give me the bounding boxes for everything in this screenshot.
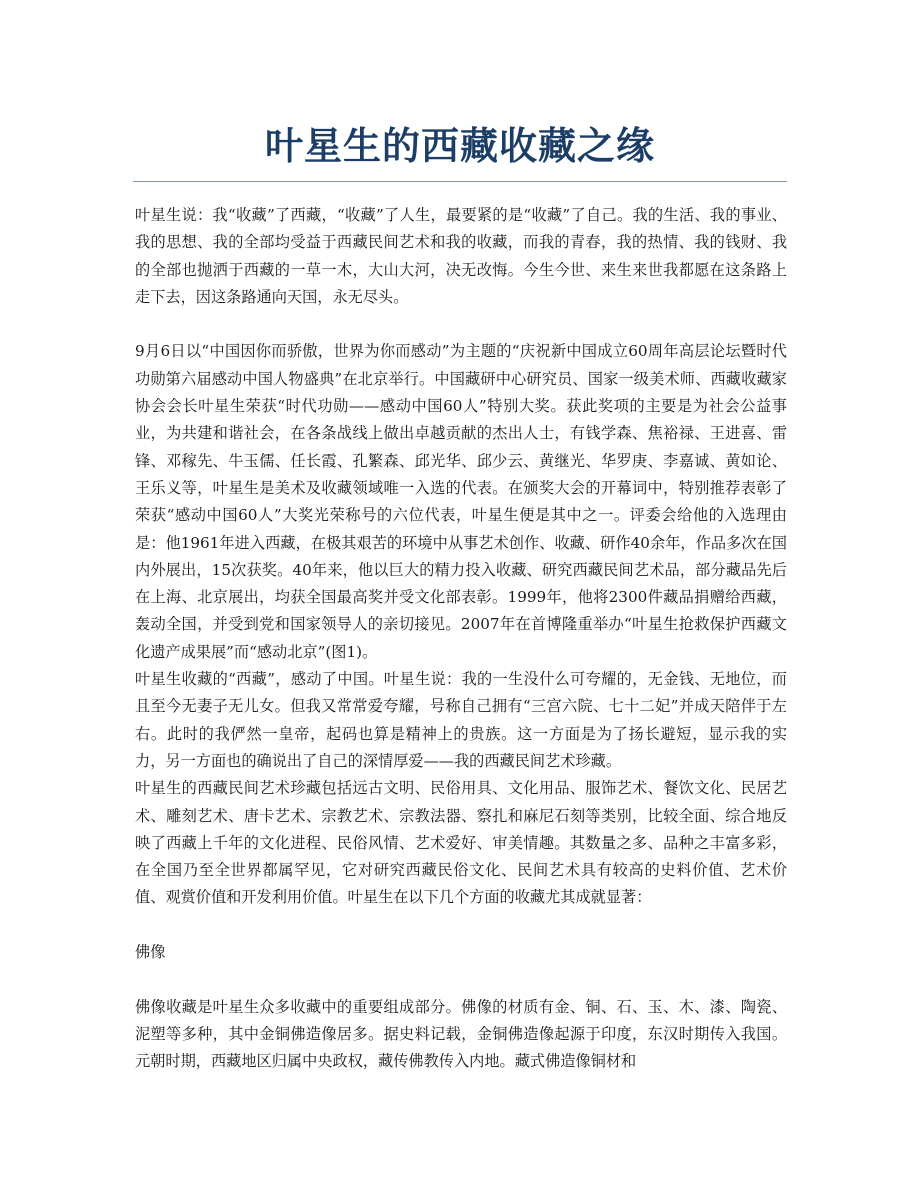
paragraph-collection-scope: 叶星生的西藏民间艺术珍藏包括远古文明、民俗用具、文化用品、服饰艺术、餐饮文化、民居艺术、雕刻艺术、唐卡艺术、宗教艺术、宗教法器、察扎和麻尼石刻等类别，比较全面、综合地反映了西藏上千年的文化进程、民俗风情、艺术爱好、审美情趣。其数量之多、品种之丰富多彩，在全国乃至全世界都属罕见，它对研究西藏民俗文化、民间艺术具有较高的史料价值、艺术价值、观赏价值和开发利用价值。叶星生在以下几个方面的收藏尤其成就显著： bbox=[135, 779, 787, 907]
document-title: 叶星生的西藏收藏之缘 bbox=[264, 124, 655, 168]
document-body bbox=[135, 202, 787, 1076]
paragraph-buddha-statues: 佛像收藏是叶星生众多收藏中的重要组成部分。佛像的材质有金、铜、石、玉、木、漆、陶瓷、泥塑等多种，其中金铜佛造像居多。据史料记载，金铜佛造像起源于印度，东汉时期传入我国。元朝时期，西藏地区归属中央政权，藏传佛教传入内地。藏式佛造像铜材和 bbox=[135, 997, 787, 1071]
paragraph-intro-quote: 叶星生说：我“收藏”了西藏，“收藏”了人生，最要紧的是“收藏”了自己。我的生活、我的事业、我的思想、我的全部均受益于西藏民间艺术和我的收藏，而我的青春，我的热情、我的钱财、我的全部也抛洒于西藏的一草一木，大山大河，决无改悔。今生今世、来生来世我都愿在这条路上走下去，因这条路通向天国，永无尽头。 bbox=[135, 206, 787, 306]
section-heading-buddha-statues: 佛像 bbox=[135, 943, 166, 962]
paragraph-collection-story: 叶星生收藏的“西藏”，感动了中国。叶星生说：我的一生没什么可夸耀的，无金钱、无地位，而且至今无妻子无儿女。但我又常常爱夸耀，号称自己拥有“三宫六院、七十二妃”并成天陪伴于左右。此时的我俨然一皇帝，起码也算是精神上的贵族。这一方面是为了扬长避短，显示我的实力，另一方面也的确说出了自己的深情厚爱——我的西藏民间艺术珍藏。 bbox=[135, 670, 787, 770]
paragraph-award: 9月6日以“中国因你而骄傲，世界为你而感动”为主题的“庆祝新中国成立60周年高层论坛暨时代功勋第六届感动中国人物盛典”在北京举行。中国藏研中心研究员、国家一级美术师、西藏收藏家协会会长叶星生荣获“时代功勋——感动中国60人”特别大奖。获此奖项的主要是为社会公益事业，为共建和谐社会，在各条战线上做出卓越贡献的杰出人士，有钱学森、焦裕禄、王进喜、雷锋、邓稼先、牛玉儒、任长霞、孔繁森、邱光华、邱少云、黄继光、华罗庚、李嘉诚、黄如论、王乐义等，叶星生是美术及收藏领域唯一入选的代表。在颁奖大会的开幕词中，特别推荐表彰了荣获“感动中国60人”大奖光荣称号的六位代表，叶星生便是其中之一。评委会给他的入选理由是：他1961年进入西藏，在极其艰苦的环境中从事艺术创作、收藏、研作40余年，作品多次在国内外展出，15次获奖。40年来，他以巨大的精力投入收藏、研究西藏民间艺术品，部分藏品先后在上海、北京展出，均获全国最高奖并受文化部表彰。1999年，他将2300件藏品捐赠给西藏，轰动全国，并受到党和国家领导人的亲切接见。2007年在首博隆重举办“叶星生抢救保护西藏文化遗产成果展”而“感动北京”(图1)。 bbox=[135, 342, 787, 661]
title-divider bbox=[133, 181, 787, 182]
